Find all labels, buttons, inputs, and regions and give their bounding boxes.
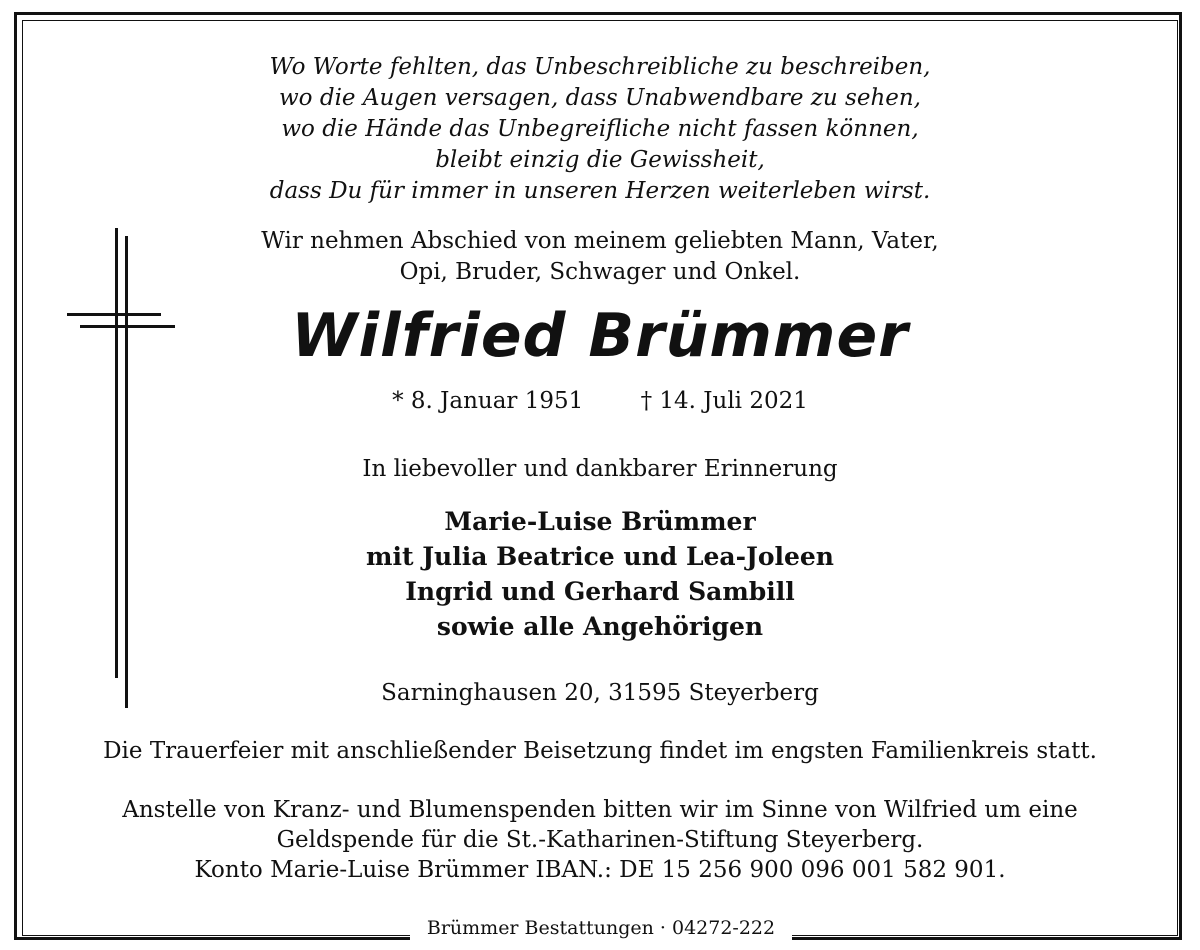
funeral-home-footer: Brümmer Bestattungen · 04272-222	[410, 914, 792, 944]
donation-line: Geldspende für die St.-Katharinen-Stiftung Steyerberg.	[276, 827, 924, 853]
poem-line: Wo Worte fehlten, das Unbeschreibliche zu beschreiben,	[269, 54, 931, 80]
donation-line: Anstelle von Kranz- und Blumenspenden bitten wir im Sinne von Wilfried um eine	[122, 797, 1078, 823]
death-date: † 14. Juli 2021	[640, 388, 808, 414]
deceased-name: Wilfried Brümmer	[291, 301, 909, 371]
ceremony-notice: Die Trauerfeier mit anschließender Beisetzung findet im engsten Familienkreis statt.	[103, 738, 1097, 764]
mourner-line: Ingrid und Gerhard Sambill	[405, 577, 795, 606]
poem	[0, 52, 1200, 207]
poem-line: bleibt einzig die Gewissheit,	[435, 147, 765, 173]
birth-date: * 8. Januar 1951	[392, 388, 584, 414]
intro-line: Opi, Bruder, Schwager und Onkel.	[399, 259, 801, 285]
farewell-intro	[0, 226, 1200, 288]
memory-line: In liebevoller und dankbarer Erinnerung	[362, 456, 838, 482]
donation-notice	[0, 795, 1200, 885]
mourner-line: Marie-Luise Brümmer	[444, 507, 756, 536]
poem-line: wo die Hände das Unbegreifliche nicht fassen können,	[281, 116, 919, 142]
address: Sarninghausen 20, 31595 Steyerberg	[381, 680, 819, 706]
mourner-line: mit Julia Beatrice und Lea-Joleen	[366, 542, 834, 571]
mourner-line: sowie alle Angehörigen	[436, 612, 764, 641]
poem-line: dass Du für immer in unseren Herzen weiterleben wirst.	[269, 178, 931, 204]
intro-line: Wir nehmen Abschied von meinem geliebten Mann, Vater,	[261, 228, 939, 254]
life-dates	[0, 386, 1200, 417]
donation-line: Konto Marie-Luise Brümmer IBAN.: DE 15 256 900 096 001 582 901.	[194, 857, 1006, 883]
mourners-list	[0, 504, 1200, 644]
poem-line: wo die Augen versagen, dass Unabwendbare zu sehen,	[279, 85, 921, 111]
